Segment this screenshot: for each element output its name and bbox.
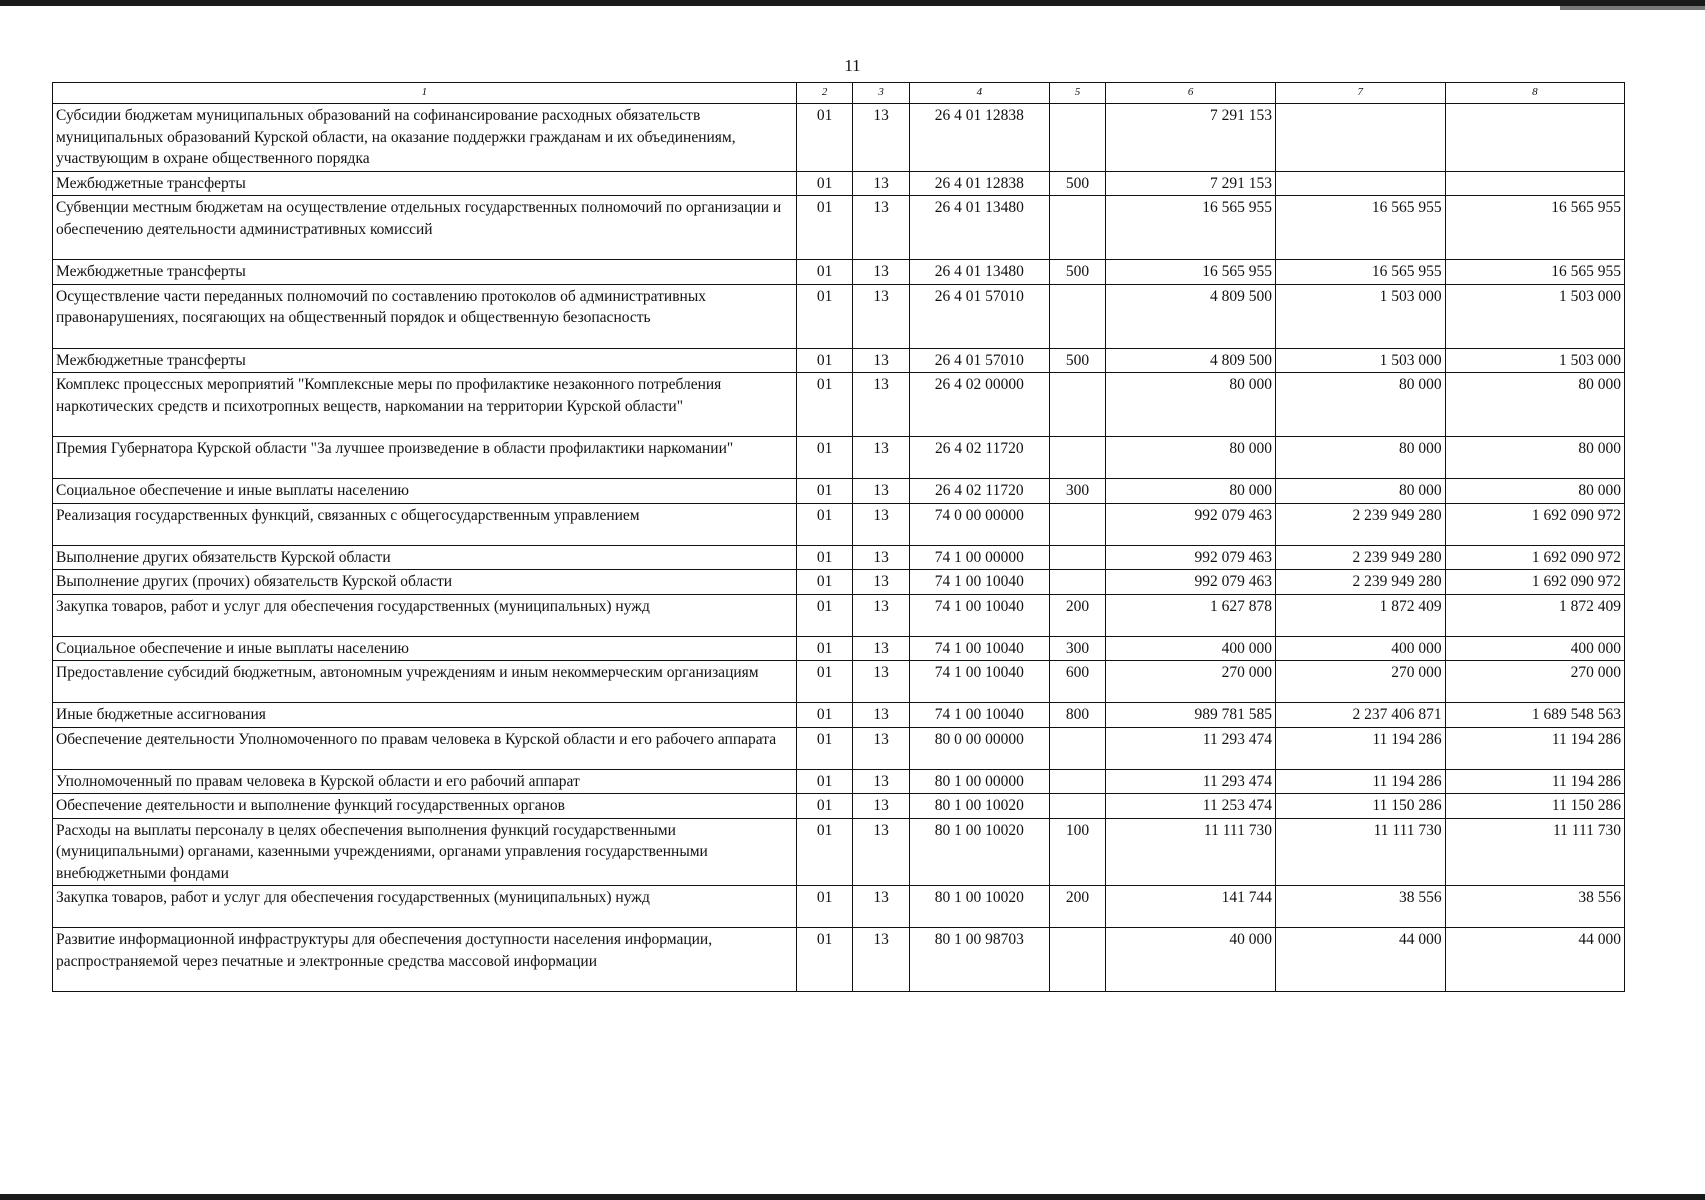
table-row — [53, 570, 1625, 595]
amount-col6-cell: 11 293 474 — [1106, 727, 1276, 769]
amount-col6-cell: 11 253 474 — [1106, 794, 1276, 819]
description-cell: Иные бюджетные ассигнования — [53, 703, 797, 728]
table-row — [53, 171, 1625, 196]
subsection-cell: 13 — [853, 284, 910, 348]
section-cell: 01 — [796, 196, 853, 260]
section-cell: 01 — [796, 373, 853, 437]
target-article-cell: 80 1 00 98703 — [909, 928, 1049, 992]
description-cell: Уполномоченный по правам человека в Курской области и его рабочий аппарат — [53, 769, 797, 794]
section-cell: 01 — [796, 928, 853, 992]
expense-type-cell — [1049, 928, 1106, 992]
table-row — [53, 545, 1625, 570]
table-row — [53, 104, 1625, 172]
expense-type-cell — [1049, 545, 1106, 570]
subsection-cell: 13 — [853, 769, 910, 794]
section-cell: 01 — [796, 661, 853, 703]
table-row — [53, 886, 1625, 928]
amount-col7-cell: 16 565 955 — [1275, 196, 1445, 260]
section-cell: 01 — [796, 479, 853, 504]
amount-col6-cell: 4 809 500 — [1106, 284, 1276, 348]
section-cell: 01 — [796, 636, 853, 661]
expense-type-cell: 300 — [1049, 636, 1106, 661]
amount-col6-cell: 16 565 955 — [1106, 260, 1276, 285]
expense-type-cell — [1049, 196, 1106, 260]
amount-col7-cell: 2 239 949 280 — [1275, 570, 1445, 595]
table-row — [53, 503, 1625, 545]
target-article-cell: 74 1 00 10040 — [909, 636, 1049, 661]
subsection-cell: 13 — [853, 570, 910, 595]
amount-col7-cell: 1 503 000 — [1275, 284, 1445, 348]
section-cell: 01 — [796, 104, 853, 172]
expense-type-cell: 300 — [1049, 479, 1106, 504]
amount-col6-cell: 400 000 — [1106, 636, 1276, 661]
amount-col6-cell: 7 291 153 — [1106, 104, 1276, 172]
subsection-cell: 13 — [853, 348, 910, 373]
table-row — [53, 437, 1625, 479]
target-article-cell: 80 1 00 10020 — [909, 794, 1049, 819]
table-row — [53, 284, 1625, 348]
amount-col6-cell: 40 000 — [1106, 928, 1276, 992]
table-row — [53, 373, 1625, 437]
expense-type-cell: 200 — [1049, 886, 1106, 928]
amount-col8-cell: 1 503 000 — [1445, 284, 1624, 348]
amount-col7-cell: 11 111 730 — [1275, 818, 1445, 886]
description-cell: Межбюджетные трансферты — [53, 260, 797, 285]
amount-col6-cell: 989 781 585 — [1106, 703, 1276, 728]
subsection-cell: 13 — [853, 661, 910, 703]
amount-col6-cell: 80 000 — [1106, 373, 1276, 437]
table-row — [53, 727, 1625, 769]
section-cell: 01 — [796, 260, 853, 285]
subsection-cell: 13 — [853, 636, 910, 661]
expense-type-cell: 500 — [1049, 260, 1106, 285]
amount-col8-cell: 1 692 090 972 — [1445, 570, 1624, 595]
table-row — [53, 636, 1625, 661]
amount-col6-cell: 16 565 955 — [1106, 196, 1276, 260]
description-cell: Закупка товаров, работ и услуг для обеспечения государственных (муниципальных) нужд — [53, 594, 797, 636]
expense-type-cell: 600 — [1049, 661, 1106, 703]
description-cell: Закупка товаров, работ и услуг для обеспечения государственных (муниципальных) нужд — [53, 886, 797, 928]
amount-col8-cell: 11 194 286 — [1445, 769, 1624, 794]
section-cell: 01 — [796, 171, 853, 196]
column-number-1: 1 — [53, 83, 797, 104]
amount-col8-cell: 16 565 955 — [1445, 196, 1624, 260]
amount-col7-cell: 11 150 286 — [1275, 794, 1445, 819]
target-article-cell: 26 4 01 12838 — [909, 171, 1049, 196]
table-row — [53, 196, 1625, 260]
scan-edge-top — [0, 0, 1705, 6]
subsection-cell: 13 — [853, 794, 910, 819]
target-article-cell: 74 1 00 10040 — [909, 703, 1049, 728]
subsection-cell: 13 — [853, 373, 910, 437]
description-cell: Расходы на выплаты персоналу в целях обеспечения выполнения функций государственными (муниципальными) органами, казенными учреждениями, органами управления государственными внебюджетными фондами — [53, 818, 797, 886]
subsection-cell: 13 — [853, 886, 910, 928]
section-cell: 01 — [796, 703, 853, 728]
section-cell: 01 — [796, 503, 853, 545]
expense-type-cell: 500 — [1049, 348, 1106, 373]
description-cell: Выполнение других обязательств Курской области — [53, 545, 797, 570]
amount-col6-cell: 992 079 463 — [1106, 503, 1276, 545]
amount-col7-cell: 2 239 949 280 — [1275, 545, 1445, 570]
column-number-5: 5 — [1049, 83, 1106, 104]
subsection-cell: 13 — [853, 196, 910, 260]
amount-col8-cell: 1 689 548 563 — [1445, 703, 1624, 728]
subsection-cell: 13 — [853, 727, 910, 769]
column-number-6: 6 — [1106, 83, 1276, 104]
description-cell: Социальное обеспечение и иные выплаты населению — [53, 479, 797, 504]
target-article-cell: 26 4 02 00000 — [909, 373, 1049, 437]
expense-type-cell: 500 — [1049, 171, 1106, 196]
amount-col8-cell: 11 194 286 — [1445, 727, 1624, 769]
section-cell: 01 — [796, 594, 853, 636]
section-cell: 01 — [796, 794, 853, 819]
section-cell: 01 — [796, 348, 853, 373]
description-cell: Развитие информационной инфраструктуры для обеспечения доступности населения информации, распространяемой через печатные и электронные средства массовой информации — [53, 928, 797, 992]
amount-col8-cell: 1 872 409 — [1445, 594, 1624, 636]
description-cell: Комплекс процессных мероприятий "Комплексные меры по профилактике незаконного потребления наркотических средств и психотропных веществ, наркомании на территории Курской области" — [53, 373, 797, 437]
table-row — [53, 661, 1625, 703]
description-cell: Осуществление части переданных полномочий по составлению протоколов об административных правонарушениях, посягающих на общественный порядок и общественную безопасность — [53, 284, 797, 348]
amount-col8-cell: 1 692 090 972 — [1445, 503, 1624, 545]
target-article-cell: 80 0 00 00000 — [909, 727, 1049, 769]
amount-col6-cell: 1 627 878 — [1106, 594, 1276, 636]
amount-col7-cell — [1275, 104, 1445, 172]
subsection-cell: 13 — [853, 594, 910, 636]
target-article-cell: 26 4 01 12838 — [909, 104, 1049, 172]
amount-col8-cell: 270 000 — [1445, 661, 1624, 703]
scan-edge-bottom — [0, 1194, 1705, 1200]
amount-col7-cell: 80 000 — [1275, 479, 1445, 504]
expense-type-cell — [1049, 769, 1106, 794]
amount-col8-cell: 16 565 955 — [1445, 260, 1624, 285]
expense-type-cell — [1049, 104, 1106, 172]
amount-col7-cell: 11 194 286 — [1275, 727, 1445, 769]
target-article-cell: 74 1 00 10040 — [909, 570, 1049, 595]
section-cell: 01 — [796, 437, 853, 479]
amount-col8-cell: 38 556 — [1445, 886, 1624, 928]
target-article-cell: 80 1 00 00000 — [909, 769, 1049, 794]
target-article-cell: 26 4 02 11720 — [909, 437, 1049, 479]
subsection-cell: 13 — [853, 928, 910, 992]
table-row — [53, 594, 1625, 636]
amount-col6-cell: 11 111 730 — [1106, 818, 1276, 886]
scan-edge-top-right — [1560, 6, 1705, 10]
table-row — [53, 818, 1625, 886]
description-cell: Реализация государственных функций, связанных с общегосударственным управлением — [53, 503, 797, 545]
amount-col7-cell: 38 556 — [1275, 886, 1445, 928]
table-row — [53, 794, 1625, 819]
target-article-cell: 74 1 00 00000 — [909, 545, 1049, 570]
expense-type-cell — [1049, 373, 1106, 437]
amount-col8-cell — [1445, 171, 1624, 196]
subsection-cell: 13 — [853, 437, 910, 479]
expense-type-cell — [1049, 284, 1106, 348]
amount-col6-cell: 992 079 463 — [1106, 545, 1276, 570]
section-cell: 01 — [796, 727, 853, 769]
amount-col8-cell: 80 000 — [1445, 479, 1624, 504]
subsection-cell: 13 — [853, 703, 910, 728]
description-cell: Социальное обеспечение и иные выплаты населению — [53, 636, 797, 661]
table-row — [53, 348, 1625, 373]
amount-col7-cell — [1275, 171, 1445, 196]
expense-type-cell: 200 — [1049, 594, 1106, 636]
description-cell: Обеспечение деятельности и выполнение функций государственных органов — [53, 794, 797, 819]
amount-col6-cell: 4 809 500 — [1106, 348, 1276, 373]
amount-col7-cell: 80 000 — [1275, 437, 1445, 479]
subsection-cell: 13 — [853, 171, 910, 196]
amount-col8-cell: 11 150 286 — [1445, 794, 1624, 819]
amount-col6-cell: 11 293 474 — [1106, 769, 1276, 794]
budget-table — [52, 82, 1625, 992]
description-cell: Субвенции местным бюджетам на осуществление отдельных государственных полномочий по организации и обеспечению деятельности административных комиссий — [53, 196, 797, 260]
target-article-cell: 26 4 01 57010 — [909, 348, 1049, 373]
amount-col7-cell: 80 000 — [1275, 373, 1445, 437]
description-cell: Предоставление субсидий бюджетным, автономным учреждениям и иным некоммерческим организациям — [53, 661, 797, 703]
amount-col7-cell: 2 237 406 871 — [1275, 703, 1445, 728]
subsection-cell: 13 — [853, 503, 910, 545]
table-row — [53, 928, 1625, 992]
amount-col7-cell: 270 000 — [1275, 661, 1445, 703]
amount-col8-cell: 11 111 730 — [1445, 818, 1624, 886]
amount-col6-cell: 80 000 — [1106, 479, 1276, 504]
description-cell: Межбюджетные трансферты — [53, 171, 797, 196]
subsection-cell: 13 — [853, 260, 910, 285]
section-cell: 01 — [796, 769, 853, 794]
description-cell: Выполнение других (прочих) обязательств Курской области — [53, 570, 797, 595]
description-cell: Премия Губернатора Курской области "За лучшее произведение в области профилактики наркомании" — [53, 437, 797, 479]
amount-col8-cell: 1 692 090 972 — [1445, 545, 1624, 570]
amount-col8-cell: 44 000 — [1445, 928, 1624, 992]
table-row — [53, 479, 1625, 504]
subsection-cell: 13 — [853, 479, 910, 504]
section-cell: 01 — [796, 886, 853, 928]
amount-col6-cell: 992 079 463 — [1106, 570, 1276, 595]
amount-col7-cell: 400 000 — [1275, 636, 1445, 661]
amount-col6-cell: 7 291 153 — [1106, 171, 1276, 196]
column-number-3: 3 — [853, 83, 910, 104]
subsection-cell: 13 — [853, 818, 910, 886]
amount-col6-cell: 141 744 — [1106, 886, 1276, 928]
description-cell: Межбюджетные трансферты — [53, 348, 797, 373]
amount-col7-cell: 44 000 — [1275, 928, 1445, 992]
table-row — [53, 769, 1625, 794]
amount-col7-cell: 1 872 409 — [1275, 594, 1445, 636]
description-cell: Обеспечение деятельности Уполномоченного по правам человека в Курской области и его рабочего аппарата — [53, 727, 797, 769]
amount-col8-cell: 1 503 000 — [1445, 348, 1624, 373]
expense-type-cell: 100 — [1049, 818, 1106, 886]
header-row — [53, 83, 1625, 104]
column-number-8: 8 — [1445, 83, 1624, 104]
amount-col8-cell: 80 000 — [1445, 437, 1624, 479]
subsection-cell: 13 — [853, 104, 910, 172]
expense-type-cell — [1049, 570, 1106, 595]
expense-type-cell — [1049, 794, 1106, 819]
amount-col6-cell: 80 000 — [1106, 437, 1276, 479]
target-article-cell: 74 1 00 10040 — [909, 594, 1049, 636]
section-cell: 01 — [796, 545, 853, 570]
table-row — [53, 703, 1625, 728]
amount-col7-cell: 11 194 286 — [1275, 769, 1445, 794]
table-row — [53, 260, 1625, 285]
amount-col7-cell: 2 239 949 280 — [1275, 503, 1445, 545]
section-cell: 01 — [796, 818, 853, 886]
amount-col6-cell: 270 000 — [1106, 661, 1276, 703]
column-number-2: 2 — [796, 83, 853, 104]
column-number-7: 7 — [1275, 83, 1445, 104]
target-article-cell: 74 1 00 10040 — [909, 661, 1049, 703]
table-body — [53, 104, 1625, 992]
target-article-cell: 26 4 01 13480 — [909, 196, 1049, 260]
target-article-cell: 80 1 00 10020 — [909, 818, 1049, 886]
description-cell: Субсидии бюджетам муниципальных образований на софинансирование расходных обязательств муниципальных образований Курской области, на оказание поддержки гражданам и их объединениям, участвующим в охране общественного порядка — [53, 104, 797, 172]
target-article-cell: 74 0 00 00000 — [909, 503, 1049, 545]
target-article-cell: 80 1 00 10020 — [909, 886, 1049, 928]
amount-col8-cell: 400 000 — [1445, 636, 1624, 661]
amount-col7-cell: 16 565 955 — [1275, 260, 1445, 285]
target-article-cell: 26 4 01 13480 — [909, 260, 1049, 285]
subsection-cell: 13 — [853, 545, 910, 570]
amount-col8-cell: 80 000 — [1445, 373, 1624, 437]
section-cell: 01 — [796, 570, 853, 595]
expense-type-cell — [1049, 437, 1106, 479]
expense-type-cell: 800 — [1049, 703, 1106, 728]
amount-col7-cell: 1 503 000 — [1275, 348, 1445, 373]
expense-type-cell — [1049, 503, 1106, 545]
target-article-cell: 26 4 01 57010 — [909, 284, 1049, 348]
target-article-cell: 26 4 02 11720 — [909, 479, 1049, 504]
column-number-4: 4 — [909, 83, 1049, 104]
section-cell: 01 — [796, 284, 853, 348]
expense-type-cell — [1049, 727, 1106, 769]
page-number: 11 — [844, 56, 861, 75]
amount-col8-cell — [1445, 104, 1624, 172]
